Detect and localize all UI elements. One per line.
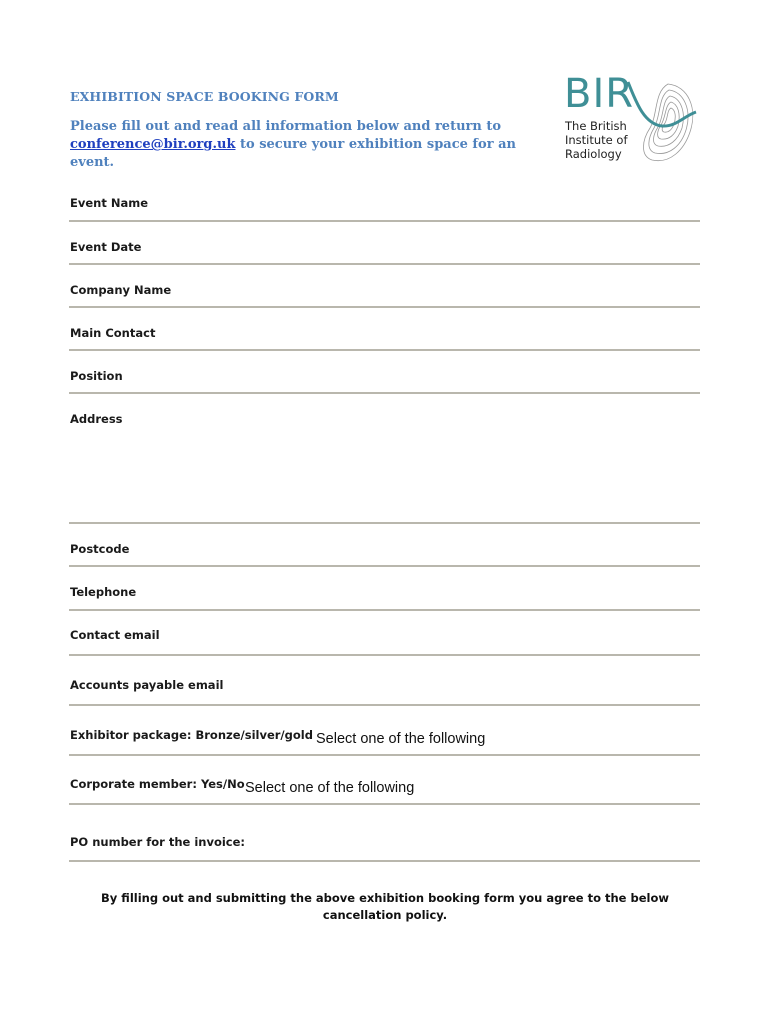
event-name-field[interactable] bbox=[69, 220, 700, 222]
intro-text-start: Please fill out and read all information below and return to bbox=[70, 119, 502, 134]
corporate-member-select[interactable]: Select one of the following bbox=[245, 780, 415, 796]
position-field[interactable] bbox=[69, 392, 700, 394]
logo-mark: BIR bbox=[564, 71, 635, 117]
company-name-field[interactable] bbox=[69, 306, 700, 308]
corporate-member-rule bbox=[69, 803, 700, 805]
intro-text bbox=[70, 118, 540, 172]
intro-text-end: to secure your exhibition space for an event. bbox=[70, 137, 516, 170]
postcode-label: Postcode bbox=[70, 542, 130, 556]
company-name-label: Company Name bbox=[70, 283, 172, 297]
exhibitor-package-select[interactable]: Select one of the following bbox=[316, 731, 486, 747]
po-number-field[interactable] bbox=[69, 860, 700, 862]
form-title: EXHIBITION SPACE BOOKING FORM bbox=[70, 89, 339, 104]
main-contact-label: Main Contact bbox=[70, 326, 156, 340]
exhibitor-package-label: Exhibitor package: Bronze/silver/gold bbox=[70, 728, 313, 742]
contact-email-label: Contact email bbox=[70, 628, 160, 642]
email-link[interactable]: conference@bir.org.uk bbox=[70, 137, 236, 152]
logo-text: The British Institute of Radiology bbox=[565, 119, 628, 161]
corporate-member-label: Corporate member: Yes/No bbox=[70, 777, 245, 791]
telephone-field[interactable] bbox=[69, 609, 700, 611]
position-label: Position bbox=[70, 369, 123, 383]
accounts-email-field[interactable] bbox=[69, 704, 700, 706]
event-name-label: Event Name bbox=[70, 196, 149, 210]
address-field[interactable] bbox=[69, 522, 700, 524]
logo-swoosh-icon bbox=[622, 72, 702, 132]
po-number-label: PO number for the invoice: bbox=[70, 835, 246, 849]
main-contact-field[interactable] bbox=[69, 349, 700, 351]
address-label: Address bbox=[70, 412, 123, 426]
postcode-field[interactable] bbox=[69, 565, 700, 567]
contact-email-field[interactable] bbox=[69, 654, 700, 656]
telephone-label: Telephone bbox=[70, 585, 137, 599]
cancellation-note: By filling out and submitting the above exhibition booking form you agree to the below cancellation policy. bbox=[101, 891, 669, 922]
bir-logo bbox=[560, 72, 700, 168]
event-date-field[interactable] bbox=[69, 263, 700, 265]
accounts-email-label: Accounts payable email bbox=[70, 678, 224, 692]
exhibitor-package-rule bbox=[69, 754, 700, 756]
event-date-label: Event Date bbox=[70, 240, 142, 254]
